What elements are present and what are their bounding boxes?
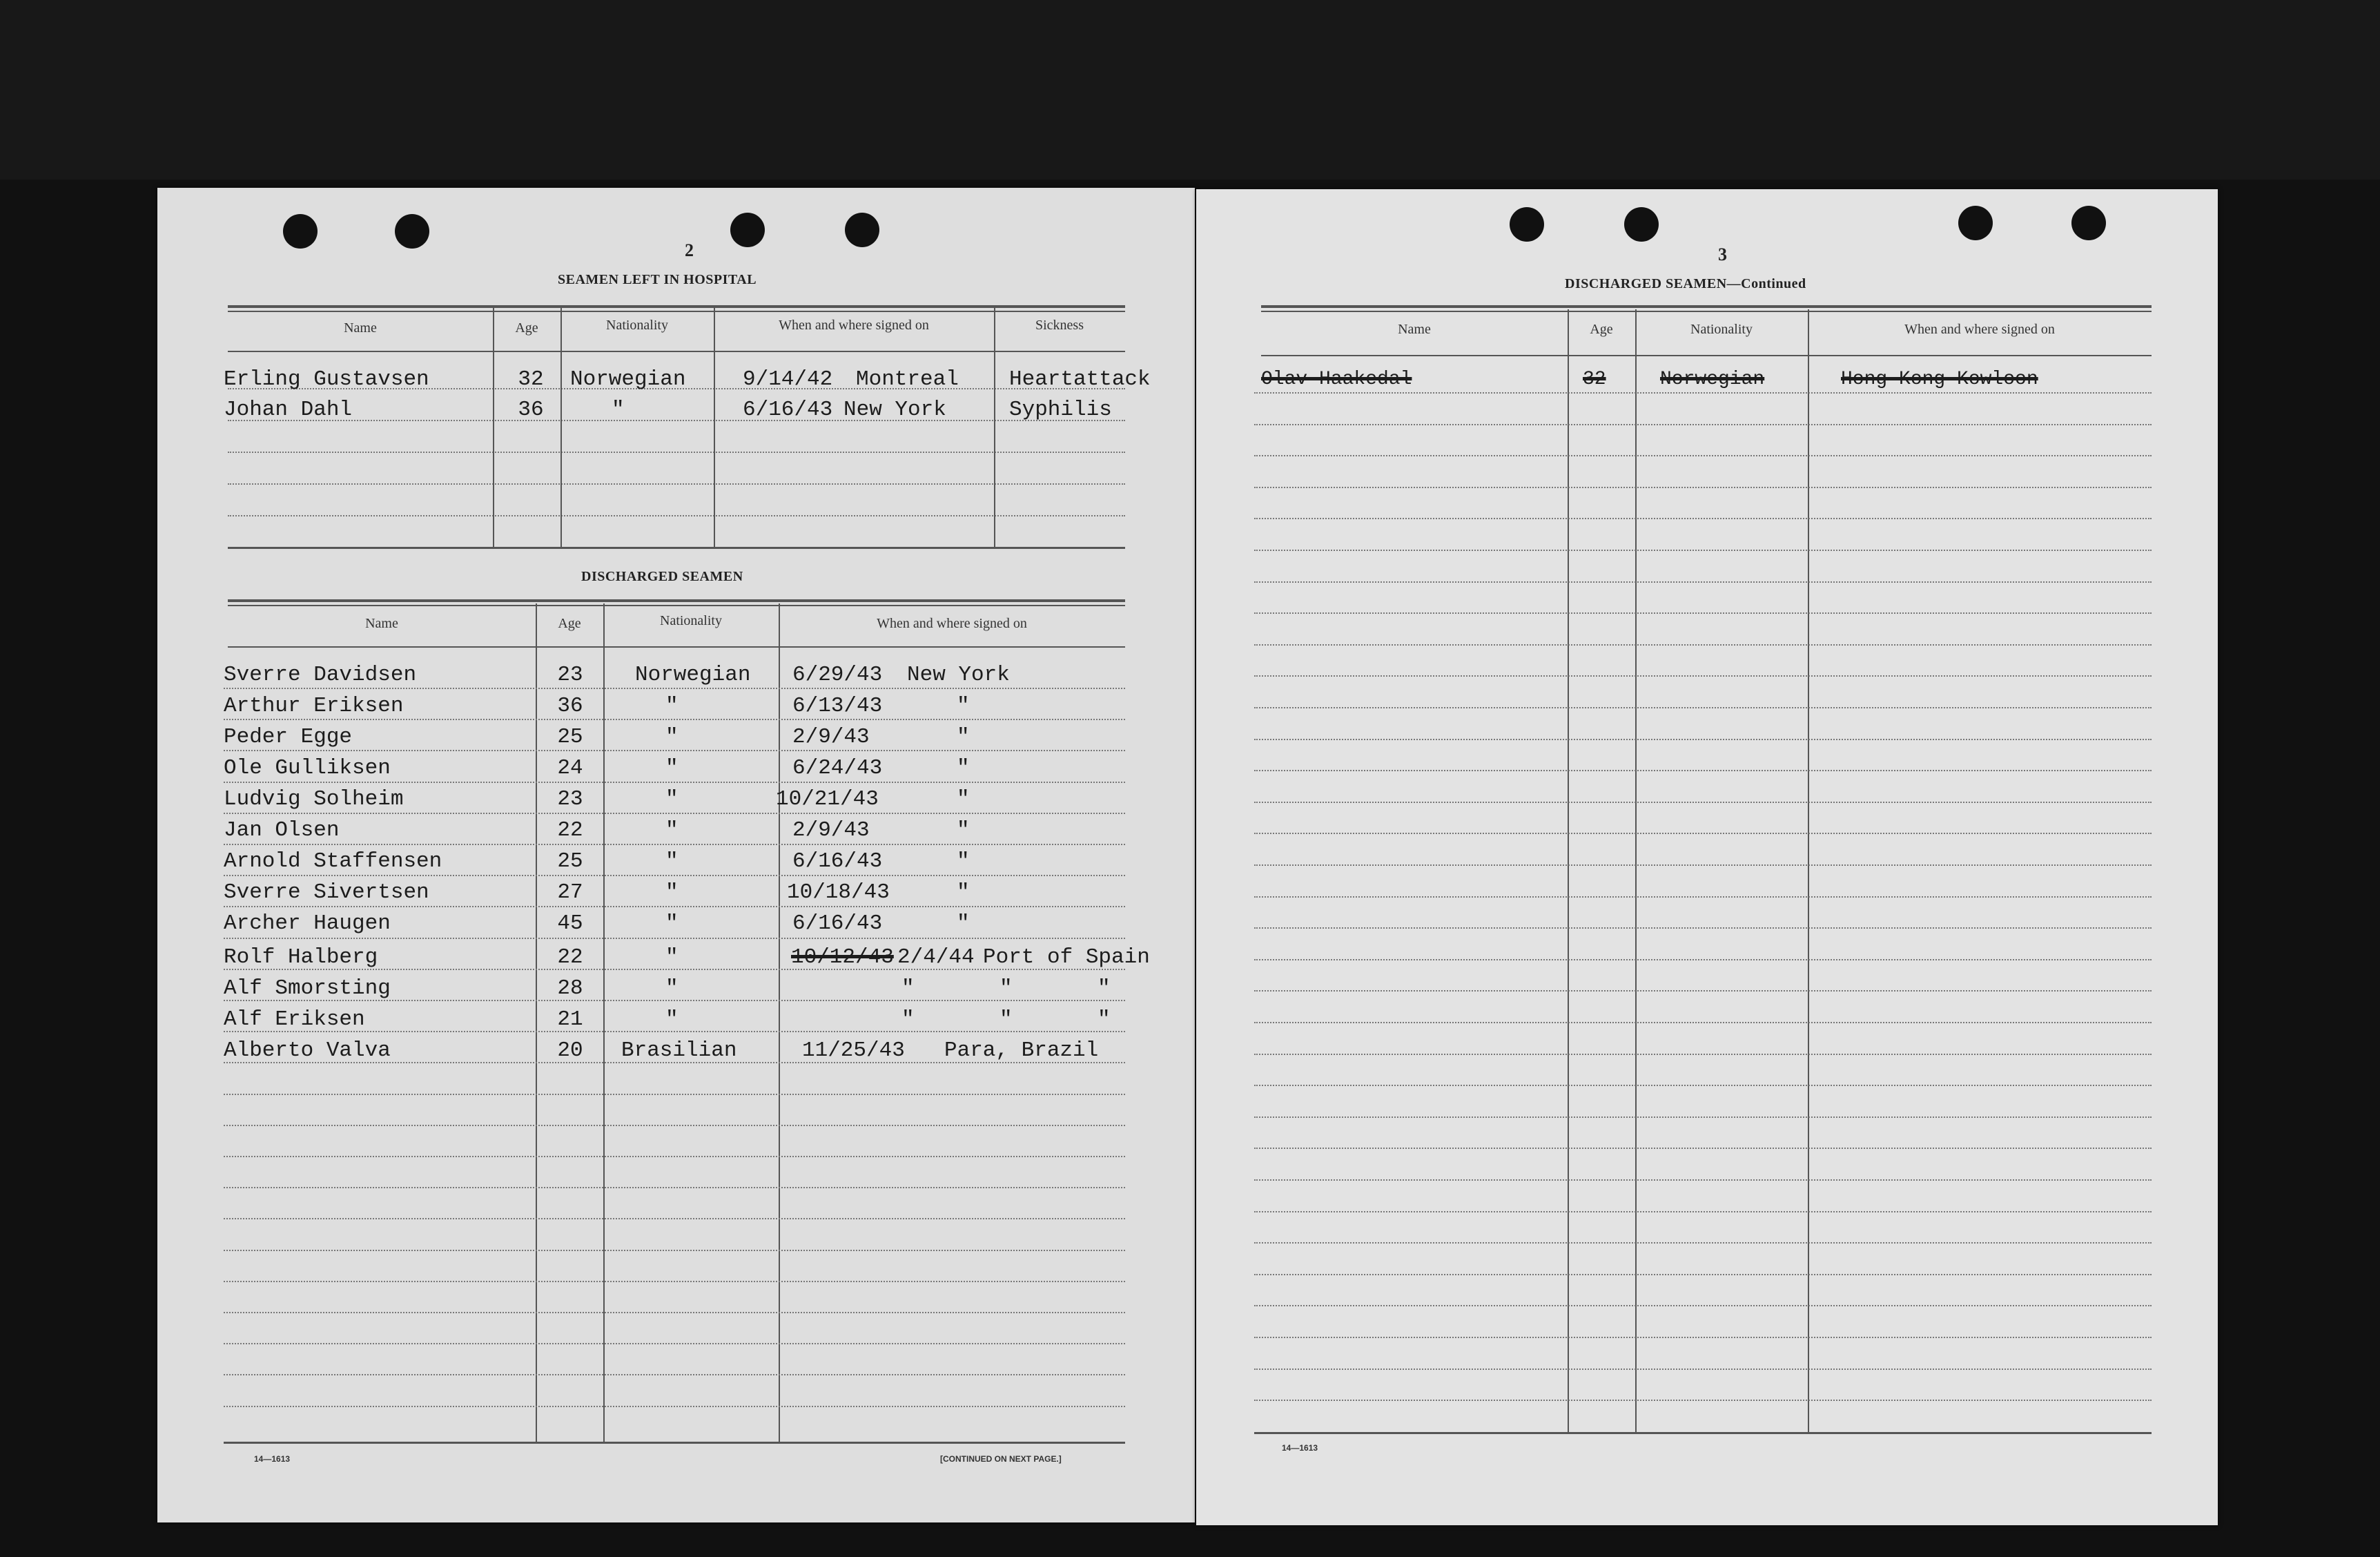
punch-hole — [283, 214, 318, 249]
col-signed-header: When and where signed on — [877, 616, 1027, 631]
page-number: 2 — [685, 240, 694, 260]
signed-date: 6/24/43 — [792, 756, 883, 780]
ditto-mark: " — [1098, 976, 1111, 1000]
seaman-age: 36 — [518, 398, 544, 422]
signed-place: " — [957, 756, 970, 780]
row-line — [1254, 959, 2152, 960]
row-line — [224, 938, 1125, 939]
signed-place: " — [957, 911, 970, 936]
row-line — [1254, 833, 2152, 834]
row-line — [224, 1094, 1125, 1095]
table-rule — [228, 311, 1125, 312]
seaman-age: 23 — [557, 787, 583, 811]
seaman-nationality: " — [665, 787, 679, 811]
punch-hole — [1624, 207, 1659, 242]
signed-place: Para, Brazil — [944, 1038, 1099, 1063]
col-signed-header: When and where signed on — [1904, 322, 2055, 337]
seaman-name: Arnold Staffensen — [224, 849, 442, 873]
seaman-name: Alberto Valva — [224, 1038, 391, 1063]
table-rule — [228, 547, 1125, 549]
seaman-name: Sverre Davidsen — [224, 663, 417, 687]
seaman-nationality: " — [665, 911, 679, 936]
seaman-name: Erling Gustavsen — [224, 367, 429, 391]
struck-signed-on: Hong Kong Kowloon — [1841, 369, 2038, 390]
col-nationality-header: Nationality — [1690, 322, 1753, 337]
col-name-header: Name — [365, 616, 398, 631]
row-line — [228, 515, 1125, 516]
ditto-mark: " — [1098, 1007, 1111, 1032]
ditto-mark: " — [901, 976, 915, 1000]
punch-hole — [1510, 207, 1544, 242]
seaman-age: 27 — [557, 880, 583, 905]
struck-seaman-nationality: Norwegian — [1660, 369, 1765, 390]
punch-hole — [395, 214, 429, 249]
seaman-name: Johan Dahl — [224, 398, 353, 422]
row-line — [224, 782, 1125, 783]
row-line — [1254, 1400, 2152, 1401]
seaman-name: Ludvig Solheim — [224, 787, 404, 811]
column-divider — [1635, 309, 1637, 1432]
seaman-age: 25 — [557, 849, 583, 873]
struck-signed-date: 10/12/43 — [791, 945, 894, 969]
ditto-mark: " — [901, 1007, 915, 1032]
struck-seaman-age: 32 — [1583, 369, 1606, 390]
seaman-name: Alf Smorsting — [224, 976, 391, 1000]
seaman-age: 36 — [557, 694, 583, 718]
signed-date: 6/13/43 — [792, 694, 883, 718]
row-line — [1254, 1179, 2152, 1181]
form-number: 14—1613 — [1282, 1443, 1318, 1453]
row-line — [1254, 1148, 2152, 1149]
row-line — [224, 844, 1125, 845]
row-line — [1254, 1305, 2152, 1306]
signed-place: " — [957, 694, 970, 718]
signed-date: 2/4/44 — [897, 945, 975, 969]
seaman-age: 24 — [557, 756, 583, 780]
scanner-background — [0, 0, 2380, 180]
row-line — [1254, 1022, 2152, 1023]
seaman-name: Rolf Halberg — [224, 945, 378, 969]
seaman-name: Arthur Eriksen — [224, 694, 404, 718]
signed-date: 6/16/43 — [792, 849, 883, 873]
punch-hole — [730, 213, 765, 247]
row-line — [1254, 518, 2152, 519]
discharged-section-title: DISCHARGED SEAMEN — [581, 569, 743, 584]
row-line — [1254, 550, 2152, 551]
row-line — [224, 1312, 1125, 1313]
row-line — [224, 1250, 1125, 1251]
seaman-nationality: Norwegian — [570, 367, 686, 391]
form-number: 14—1613 — [254, 1454, 291, 1464]
seaman-nationality: " — [665, 694, 679, 718]
seaman-name: Archer Haugen — [224, 911, 391, 936]
row-line — [1254, 1116, 2152, 1118]
row-line — [1254, 455, 2152, 456]
signed-place: Port of Spain — [983, 945, 1150, 969]
signed-date: 10/21/43 — [776, 787, 879, 811]
ditto-mark: " — [999, 1007, 1013, 1032]
continued-section-title: DISCHARGED SEAMEN—Continued — [1565, 276, 1806, 291]
row-line — [224, 750, 1125, 751]
punch-hole — [2071, 206, 2106, 240]
row-line — [224, 688, 1125, 689]
table-rule — [1254, 1432, 2152, 1434]
row-line — [1254, 1242, 2152, 1244]
seaman-nationality: " — [665, 725, 679, 749]
col-signed-header: When and where signed on — [779, 318, 929, 333]
col-nationality-header: Nationality — [606, 318, 668, 333]
column-divider — [779, 603, 780, 1442]
column-divider — [560, 308, 562, 547]
col-age-header: Age — [515, 320, 538, 336]
punch-hole — [845, 213, 879, 247]
signed-place: Montreal — [856, 367, 959, 391]
row-line — [1254, 927, 2152, 929]
table-rule — [228, 305, 1125, 308]
row-line — [1254, 739, 2152, 740]
signed-place: " — [957, 787, 970, 811]
seaman-age: 32 — [518, 367, 544, 391]
row-line — [1254, 990, 2152, 992]
seaman-nationality: " — [665, 880, 679, 905]
seaman-nationality: " — [665, 756, 679, 780]
seaman-age: 25 — [557, 725, 583, 749]
table-rule — [228, 646, 1125, 648]
continued-note: [CONTINUED ON NEXT PAGE.] — [940, 1454, 1062, 1464]
seaman-name: Alf Eriksen — [224, 1007, 365, 1032]
row-line — [1254, 770, 2152, 771]
row-line — [1254, 581, 2152, 583]
seaman-age: 23 — [557, 663, 583, 687]
row-line — [1254, 487, 2152, 488]
row-line — [224, 1218, 1125, 1219]
table-rule — [228, 605, 1125, 606]
row-line — [1254, 1211, 2152, 1212]
ditto-mark: " — [999, 976, 1013, 1000]
signed-place: " — [957, 725, 970, 749]
signed-date: 10/18/43 — [787, 880, 890, 905]
signed-place: " — [957, 849, 970, 873]
seaman-name: Peder Egge — [224, 725, 353, 749]
struck-seaman-name: Olav Haakedal — [1261, 369, 1412, 390]
seaman-nationality: " — [612, 398, 625, 422]
row-line — [224, 1187, 1125, 1188]
signed-date: 9/14/42 — [743, 367, 833, 391]
seaman-name: Sverre Sivertsen — [224, 880, 429, 905]
seaman-name: Jan Olsen — [224, 818, 340, 842]
row-line — [1254, 1085, 2152, 1086]
row-line — [224, 1374, 1125, 1375]
table-rule — [1261, 305, 2152, 308]
row-line — [224, 1406, 1125, 1407]
row-line — [224, 1281, 1125, 1282]
table-rule — [1261, 311, 2152, 312]
seaman-age: 45 — [557, 911, 583, 936]
column-divider — [714, 308, 715, 547]
seaman-nationality: " — [665, 1007, 679, 1032]
col-name-header: Name — [344, 320, 377, 336]
seaman-nationality: " — [665, 945, 679, 969]
row-line — [1254, 864, 2152, 866]
row-line — [224, 906, 1125, 907]
seaman-nationality: " — [665, 849, 679, 873]
row-line — [1254, 1337, 2152, 1338]
table-rule — [224, 1442, 1125, 1444]
seaman-nationality: Norwegian — [635, 663, 751, 687]
table-rule — [228, 351, 1125, 352]
column-divider — [1808, 309, 1809, 1432]
row-line — [1254, 802, 2152, 803]
row-line — [224, 719, 1125, 720]
row-line — [1254, 707, 2152, 708]
row-line — [228, 420, 1125, 421]
signed-place: New York — [907, 663, 1010, 687]
seaman-age: 22 — [557, 945, 583, 969]
signed-date: 2/9/43 — [792, 818, 870, 842]
col-sickness-header: Sickness — [1035, 318, 1084, 333]
column-divider — [1568, 309, 1569, 1432]
signed-place: " — [957, 818, 970, 842]
seaman-nationality: " — [665, 818, 679, 842]
row-line — [224, 1125, 1125, 1126]
column-divider — [994, 308, 995, 547]
sickness: Heartattack — [1009, 367, 1151, 391]
row-line — [224, 1343, 1125, 1344]
sickness: Syphilis — [1009, 398, 1112, 422]
row-line — [224, 813, 1125, 814]
row-line — [228, 452, 1125, 453]
table-rule — [228, 599, 1125, 602]
left-page — [157, 188, 1195, 1522]
col-name-header: Name — [1398, 322, 1431, 337]
signed-place: New York — [843, 398, 946, 422]
row-line — [1254, 1274, 2152, 1275]
row-line — [1254, 896, 2152, 898]
signed-date: 6/16/43 — [792, 911, 883, 936]
row-line — [1254, 675, 2152, 677]
signed-place: " — [957, 880, 970, 905]
row-line — [1254, 644, 2152, 646]
hospital-section-title: SEAMEN LEFT IN HOSPITAL — [558, 272, 757, 287]
seaman-age: 28 — [557, 976, 583, 1000]
row-line — [228, 483, 1125, 485]
page-number: 3 — [1718, 244, 1727, 264]
row-line — [1254, 424, 2152, 425]
col-nationality-header: Nationality — [660, 613, 722, 628]
col-age-header: Age — [558, 616, 581, 631]
column-divider — [493, 308, 494, 547]
seaman-age: 21 — [557, 1007, 583, 1032]
signed-date: 6/29/43 — [792, 663, 883, 687]
signed-date: 2/9/43 — [792, 725, 870, 749]
row-line — [1254, 1369, 2152, 1370]
row-line — [224, 1156, 1125, 1157]
col-age-header: Age — [1590, 322, 1613, 337]
seaman-nationality: " — [665, 976, 679, 1000]
table-rule — [1261, 355, 2152, 356]
row-line — [1254, 1054, 2152, 1055]
row-line — [1254, 392, 2152, 394]
row-line — [1254, 612, 2152, 614]
seaman-nationality: Brasilian — [621, 1038, 737, 1063]
seaman-name: Ole Gulliksen — [224, 756, 391, 780]
right-page — [1196, 189, 2218, 1525]
signed-date: 6/16/43 — [743, 398, 833, 422]
signed-date: 11/25/43 — [802, 1038, 905, 1063]
seaman-age: 20 — [557, 1038, 583, 1063]
row-line — [224, 875, 1125, 876]
seaman-age: 22 — [557, 818, 583, 842]
punch-hole — [1958, 206, 1993, 240]
